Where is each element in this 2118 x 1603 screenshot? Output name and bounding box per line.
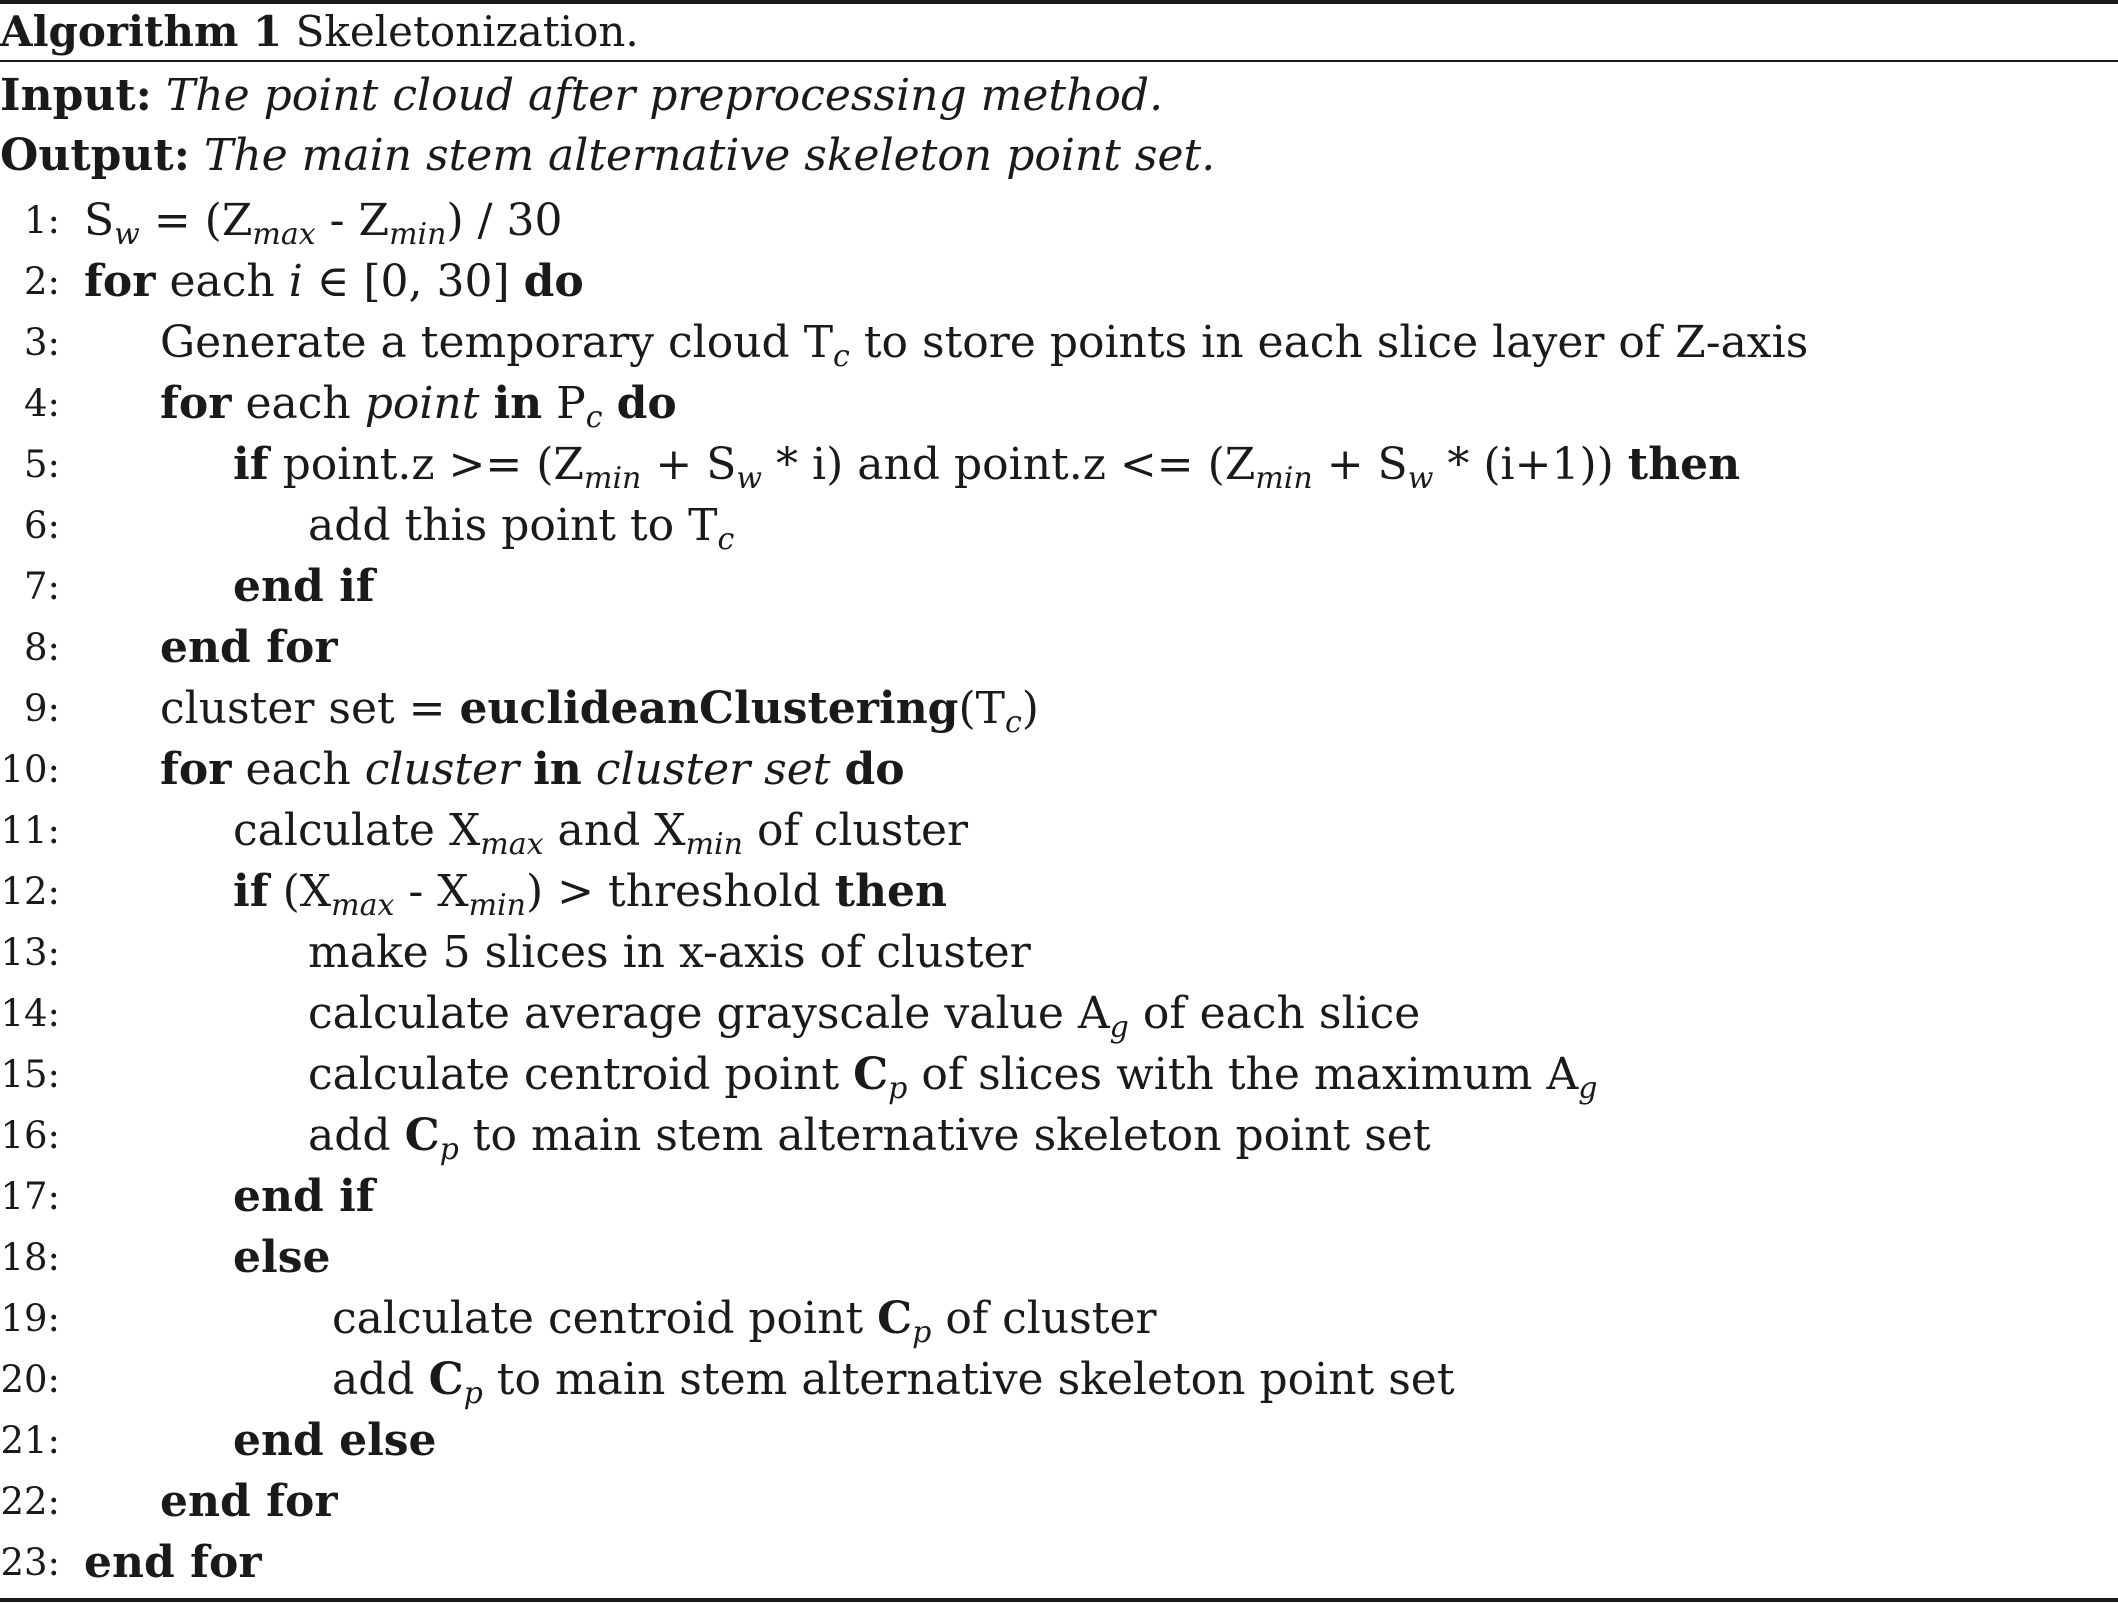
algorithm-title: Skeletonization. <box>295 7 639 56</box>
algorithm-label: Algorithm 1 <box>0 7 283 56</box>
line-number: 8: <box>23 626 60 669</box>
line-code: end if <box>233 561 375 612</box>
line-number: 9: <box>23 687 60 730</box>
input-label: Input: <box>0 70 152 121</box>
line-code: make 5 slices in x-axis of cluster <box>308 927 1031 978</box>
algorithm-line <box>0 1227 2118 1288</box>
bottom-rule <box>0 1598 2118 1602</box>
line-number: 2: <box>23 260 60 303</box>
line-code: end for <box>160 1476 338 1527</box>
algorithm-line <box>0 556 2118 617</box>
caption-rule <box>0 60 2118 62</box>
algorithm-line <box>0 678 2118 739</box>
algorithm-line <box>0 495 2118 556</box>
line-code: if point.z >= $(Z_{min} + S_w * i)$ and point.z <= $(Z_{min} + S_w * (i+1))$ then <box>233 439 1741 496</box>
line-number: 11: <box>0 809 60 852</box>
line-code: else <box>233 1232 331 1283</box>
line-number: 20: <box>0 1358 60 1401</box>
algorithm-line <box>0 190 2118 251</box>
algorithm-line <box>0 312 2118 373</box>
line-number: 21: <box>0 1419 60 1462</box>
algorithm-line <box>0 1532 2118 1593</box>
line-number: 3: <box>23 321 60 364</box>
line-number: 12: <box>0 870 60 913</box>
algorithm-line <box>0 1410 2118 1471</box>
algorithm-line <box>0 739 2118 800</box>
output-line <box>0 126 1215 186</box>
top-rule <box>0 0 2118 4</box>
line-code: add $C_p$ to main stem alternative skeleton point set <box>308 1110 1431 1167</box>
line-code: for each i ∈ [0, 30] do <box>84 256 584 307</box>
line-code: for each point in $P_c$ do <box>160 378 677 435</box>
algorithm-line <box>0 1288 2118 1349</box>
algorithm-line <box>0 617 2118 678</box>
line-number: 23: <box>0 1541 60 1584</box>
line-number: 17: <box>0 1175 60 1218</box>
line-number: 22: <box>0 1480 60 1523</box>
line-number: 5: <box>23 443 60 486</box>
line-number: 13: <box>0 931 60 974</box>
line-code: calculate centroid point $C_p$ of cluster <box>332 1293 1157 1350</box>
line-number: 14: <box>0 992 60 1035</box>
line-number: 7: <box>23 565 60 608</box>
algorithm-line <box>0 922 2118 983</box>
algorithm-line <box>0 434 2118 495</box>
algorithm-line <box>0 1166 2118 1227</box>
line-code: add this point to $T_c$ <box>308 500 735 557</box>
algorithm-line <box>0 1349 2118 1410</box>
line-number: 15: <box>0 1053 60 1096</box>
line-code: calculate centroid point $C_p$ of slices with the maximum $A_g$ <box>308 1049 1598 1106</box>
algorithm-line <box>0 1471 2118 1532</box>
algorithm-line <box>0 983 2118 1044</box>
line-code: Generate a temporary cloud $T_c$ to store points in each slice layer of Z-axis <box>160 317 1809 374</box>
output-label: Output: <box>0 130 190 181</box>
line-code: for each cluster in cluster set do <box>160 744 905 795</box>
line-code: add $C_p$ to main stem alternative skeleton point set <box>332 1354 1455 1411</box>
line-number: 4: <box>23 382 60 425</box>
line-number: 16: <box>0 1114 60 1157</box>
line-number: 6: <box>23 504 60 547</box>
algorithm-line <box>0 1105 2118 1166</box>
line-code: end for <box>84 1537 262 1588</box>
line-number: 1: <box>23 199 60 242</box>
input-line <box>0 66 1163 126</box>
algorithm-line <box>0 861 2118 922</box>
input-text: The point cloud after preprocessing method. <box>165 70 1164 121</box>
line-code: end for <box>160 622 338 673</box>
output-text: The main stem alternative skeleton point set. <box>203 130 1216 181</box>
line-number: 19: <box>0 1297 60 1340</box>
line-code: end else <box>233 1415 437 1466</box>
line-number: 10: <box>0 748 60 791</box>
line-number: 18: <box>0 1236 60 1279</box>
line-code: if $(X_{max} - X_{min})$ > threshold then <box>233 866 947 923</box>
line-code: calculate average grayscale value $A_g$ of each slice <box>308 988 1421 1045</box>
algorithm-caption <box>0 6 639 58</box>
line-code: cluster set = $euclideanClustering(T_c)$ <box>160 683 1039 740</box>
algorithm-line <box>0 800 2118 861</box>
line-code: end if <box>233 1171 375 1222</box>
line-code: $S_w = (Z_{max} - Z_{min}) / 30$ <box>84 195 563 252</box>
algorithm-line <box>0 373 2118 434</box>
algorithm-line <box>0 1044 2118 1105</box>
line-code: calculate $X_{max}$ and $X_{min}$ of cluster <box>233 805 969 862</box>
algorithm-line <box>0 251 2118 312</box>
